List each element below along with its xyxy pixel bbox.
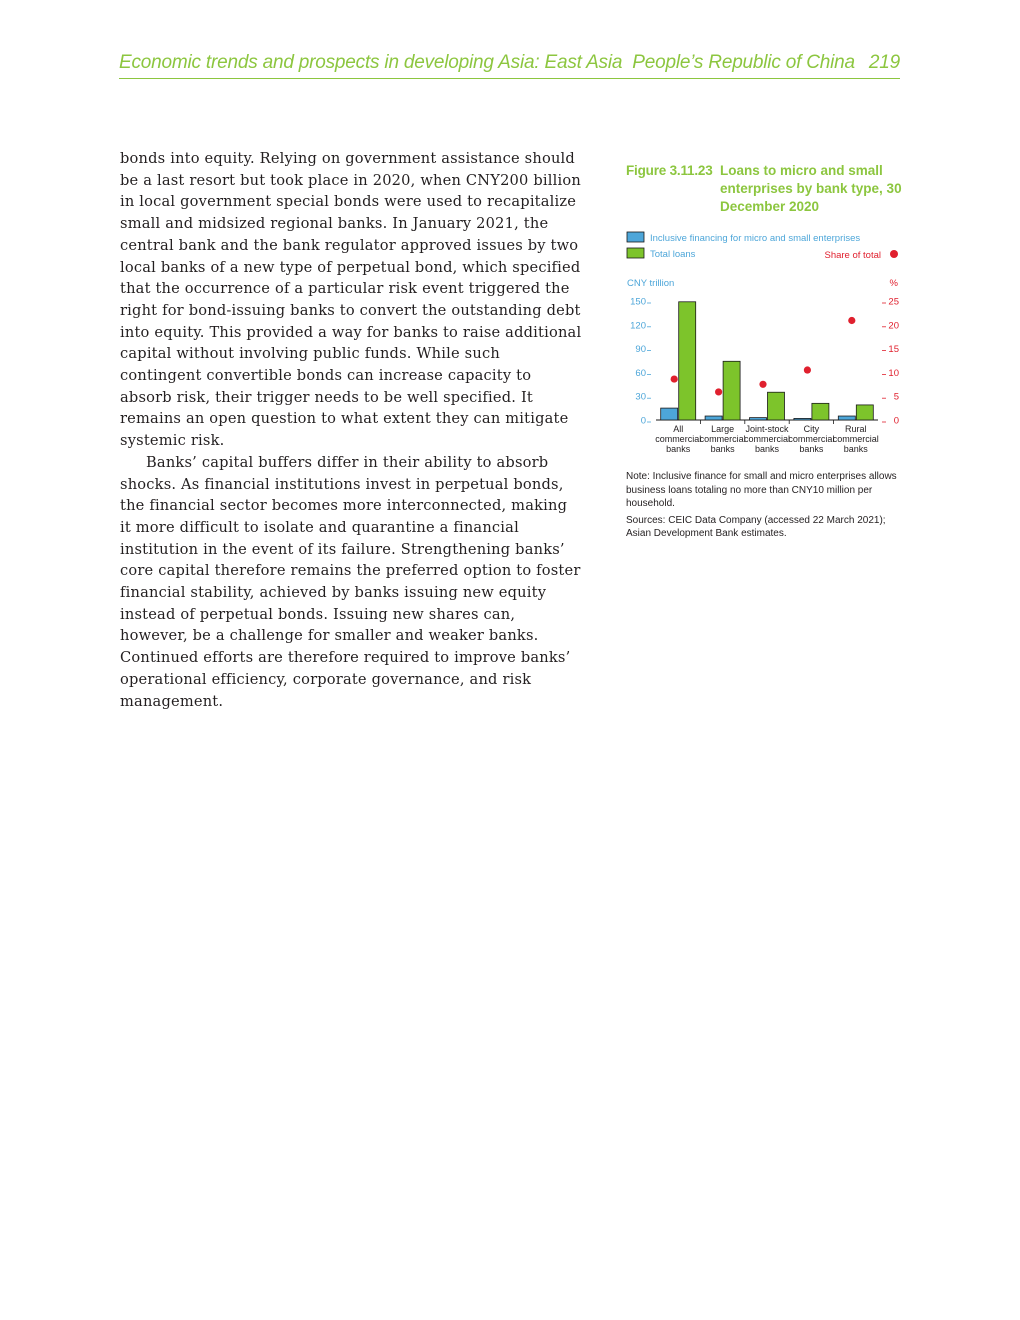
bar-total-loans [812,403,829,420]
x-category-label: banks [843,444,868,454]
bar-total-loans [679,302,696,420]
y-tick-left: 150 [630,296,646,308]
y-axis-right-label: % [889,278,898,289]
x-category-label: Large [711,424,735,434]
figure-notes [626,470,902,544]
legend-label-inclusive: Inclusive financing for micro and small enterprises [650,233,861,244]
x-category-label: banks [666,444,691,454]
body-text [120,148,582,712]
paragraph: bonds into equity. Relying on government assistance should be a last resort but took place in 2020, when CNY200 billion in local government special bonds were used to recapitalize small and midsized regional banks. In January 2021, the central bank and the bank regulator approved issues by two local banks of a new type of perpetual bond, which specified that the occurrence of a particular risk event triggered the right for bond-issuing banks to convert the outstanding debt into equity. This provided a way for banks to raise additional capital without involving public funds. While such contingent convertible bonds can increase capacity to absorb risk, their trigger needs to be well specified. It remains an open question to what extent they can mitigate systemic risk. [120,150,582,450]
y-tick-left: 90 [635,344,646,356]
x-category-label: banks [799,444,824,454]
bar-chart [626,224,902,464]
y-tick-left: 0 [640,415,646,427]
dot-share-of-total [671,375,678,382]
bar-inclusive [750,418,767,420]
y-tick-right: 20 [888,320,899,332]
figure-sources: Sources: CEIC Data Company (accessed 22 March 2021); Asian Development Bank estimates. [626,514,886,540]
running-header [119,50,900,79]
y-tick-right: 25 [888,296,899,308]
bar-total-loans [768,392,785,420]
bar-inclusive [838,416,855,420]
bar-total-loans [723,361,740,420]
x-category-label: banks [710,444,735,454]
figure-number: Figure 3.11.23 [626,163,713,178]
page-number: 219 [868,52,900,73]
legend-label-total: Total loans [650,249,696,260]
x-category-label: banks [754,444,780,454]
legend-swatch-total [627,248,644,258]
dot-share-of-total [715,388,722,395]
x-category-label: commercial [743,434,791,444]
x-category-label: All [673,424,684,434]
y-tick-right: 5 [893,391,899,403]
bar-inclusive [661,408,678,420]
figure-3-11-23 [626,162,902,540]
bar-total-loans [856,405,873,420]
y-tick-left: 120 [630,320,646,332]
paragraph: Banks’ capital buffers differ in their ability to absorb shocks. As financial institutions invest in perpetual bonds, the financial sector becomes more interconnected, making it more difficult to isolate and quarantine a financial institution in the event of its failure. Strengthening banks’ core capital therefore remains the preferred option to foster financial stability, achieved by banks issuing new equity instead of perpetual bonds. Issuing new shares can, however, be a challenge for smaller and weaker banks. Continued efforts are therefore required to improve banks’ operational efficiency, corporate governance, and risk management. [120,453,581,710]
figure-caption: Loans to micro and small enterprises by bank type, 30 December 2020 [720,163,902,214]
x-category-label: commercial [832,434,879,444]
x-category-label: commercial [699,434,746,444]
figure-title [626,162,902,218]
dot-share-of-total [804,366,811,373]
y-tick-right: 10 [888,367,899,379]
y-tick-left: 30 [635,391,646,403]
x-category-label: commercial [655,434,702,444]
header-country [632,52,900,74]
x-category-label: Joint-stock [745,424,789,434]
legend-swatch-inclusive [627,232,644,242]
dot-share-of-total [759,381,766,388]
y-tick-left: 60 [635,367,646,379]
x-category-label: Rural [845,424,867,434]
legend-dot-share [890,250,898,258]
x-category-label: City [803,424,820,434]
y-axis-left-label: CNY trillion [627,278,675,289]
y-tick-right: 0 [893,415,899,427]
legend-label-share: Share of total [824,250,881,261]
bar-inclusive [794,418,811,420]
dot-share-of-total [848,317,855,324]
x-category-label: commercial [788,434,835,444]
bar-inclusive [705,416,722,420]
header-chapter-title: Economic trends and prospects in developing Asia: East Asia [119,52,623,73]
y-tick-right: 15 [888,344,899,356]
figure-note: Note: Inclusive finance for small and micro enterprises allows business loans totaling no more than CNY10 million per household. [626,471,897,510]
header-country-name: People’s Republic of China [632,52,855,73]
